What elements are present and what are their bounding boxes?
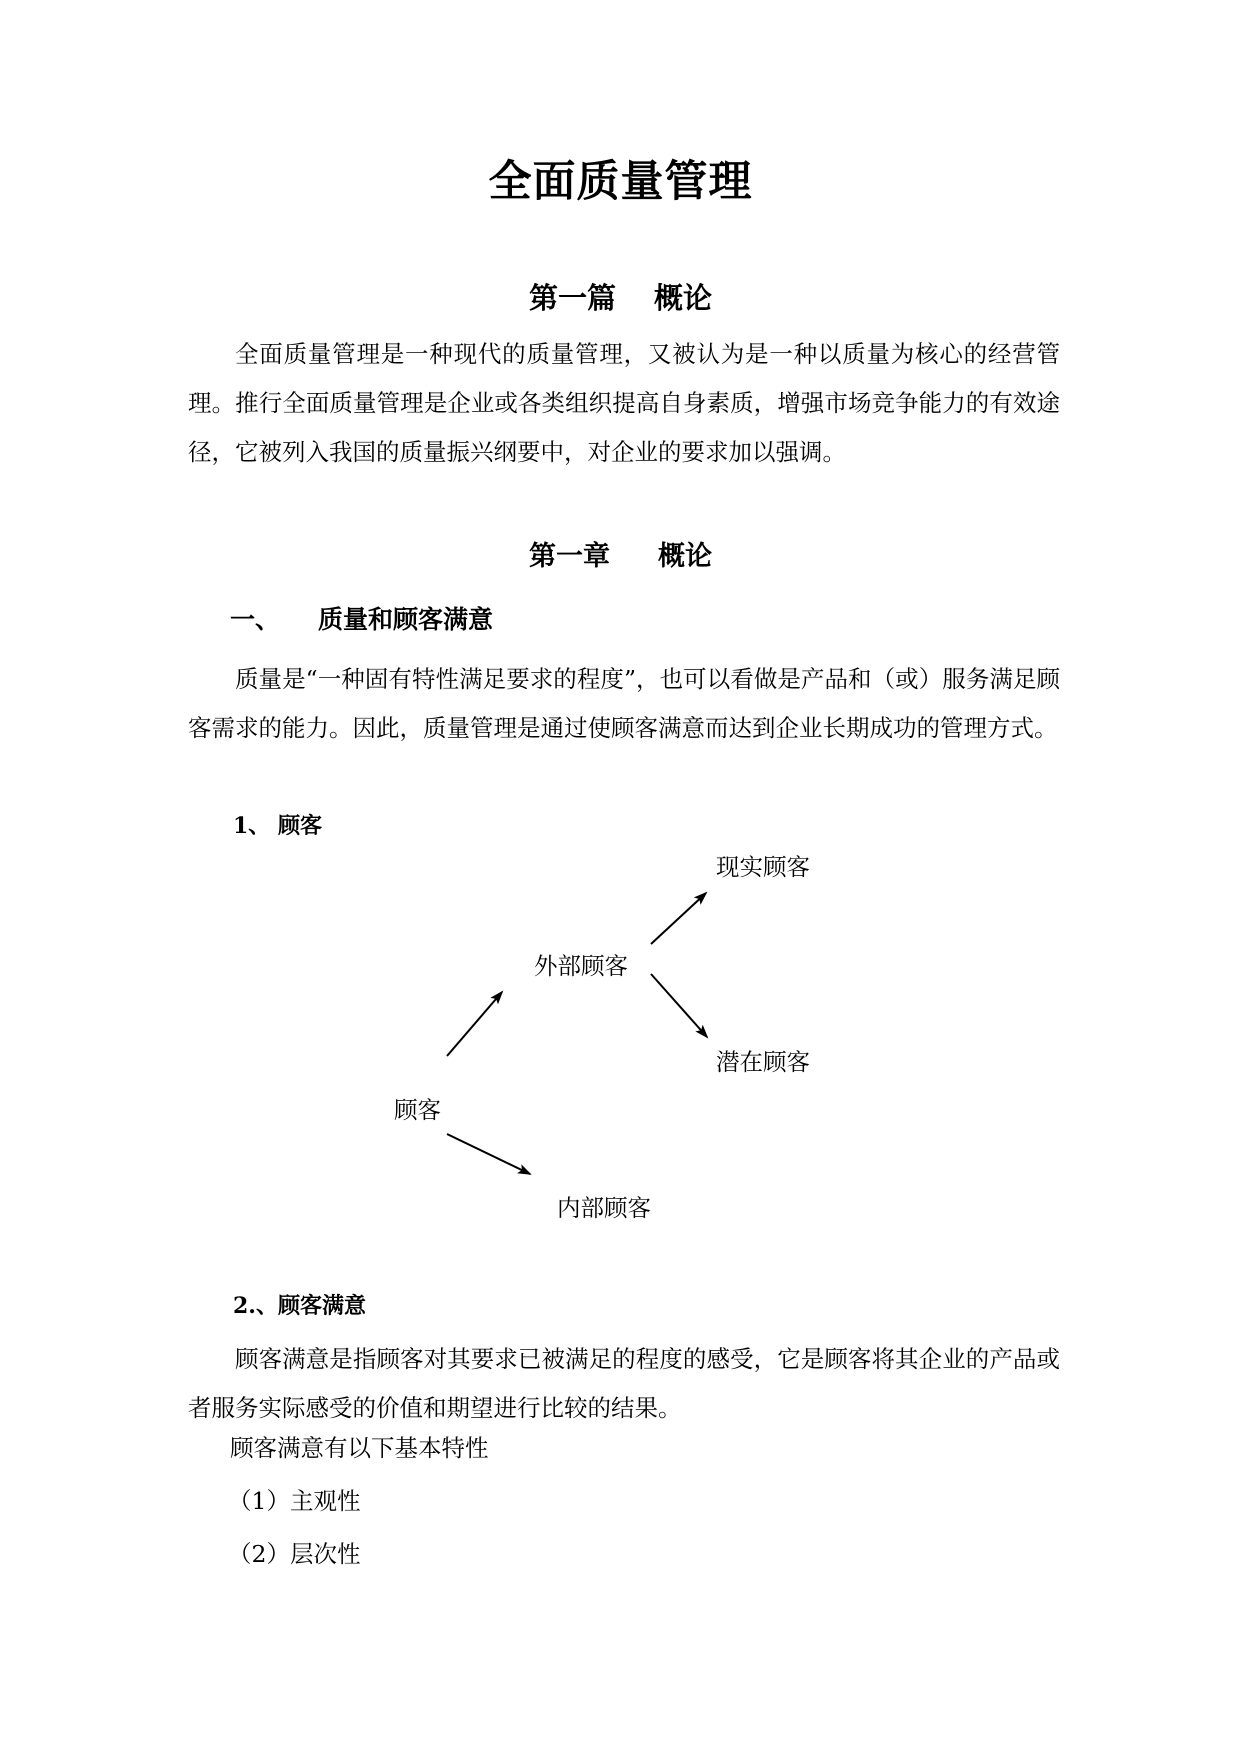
chapter-name: 概论 [658, 541, 712, 572]
chapter-label: 第一章 [529, 541, 610, 572]
satisfaction-heading: 2.、顾客满意 [233, 1293, 366, 1319]
node-customer: 顾客 [394, 1096, 441, 1124]
section-title: 质量和顾客满意 [318, 605, 494, 634]
trait-item: （1）主观性 [228, 1487, 361, 1515]
part-title [0, 278, 1241, 318]
trait-item: （2）层次性 [228, 1540, 361, 1568]
arrow-external-to-real [651, 893, 706, 944]
node-potential-customer: 潜在顾客 [716, 1048, 810, 1076]
section-number: 一、 [230, 605, 281, 634]
arrow-external-to-potential [651, 974, 707, 1037]
document-title: 全面质量管理 [488, 157, 753, 207]
node-real-customer: 现实顾客 [716, 853, 810, 881]
basic-traits-intro: 顾客满意有以下基本特性 [230, 1434, 489, 1462]
chapter-title [0, 537, 1241, 577]
intro-paragraph: 全面质量管理是一种现代的质量管理，又被认为是一种以质量为核心的经营管理。推行全面质量管理是企业或各类组织提高自身素质，增强市场竞争能力的有效途径，它被列入我国的质量振兴纲要中，对企业的要求加以强调。 [188, 340, 1060, 466]
quality-paragraph: 质量是“一种固有特性满足要求的程度”，也可以看做是产品和（或）服务满足顾客需求的能力。因此，质量管理是通过使顾客满意而达到企业长期成功的管理方式。 [188, 665, 1060, 742]
satisfaction-definition: 顾客满意是指顾客对其要求已被满足的程度的感受，它是顾客将其企业的产品或者服务实际感受的价值和期望进行比较的结果。 [188, 1345, 1060, 1422]
customer-heading: 1、 顾客 [233, 813, 322, 839]
arrow-root-to-internal [447, 1134, 530, 1174]
part-name: 概论 [654, 281, 713, 315]
arrow-root-to-external [447, 992, 502, 1056]
part-label: 第一篇 [528, 281, 616, 315]
node-external-customer: 外部顾客 [534, 952, 628, 980]
section-heading [230, 600, 493, 640]
node-internal-customer: 内部顾客 [557, 1194, 651, 1222]
